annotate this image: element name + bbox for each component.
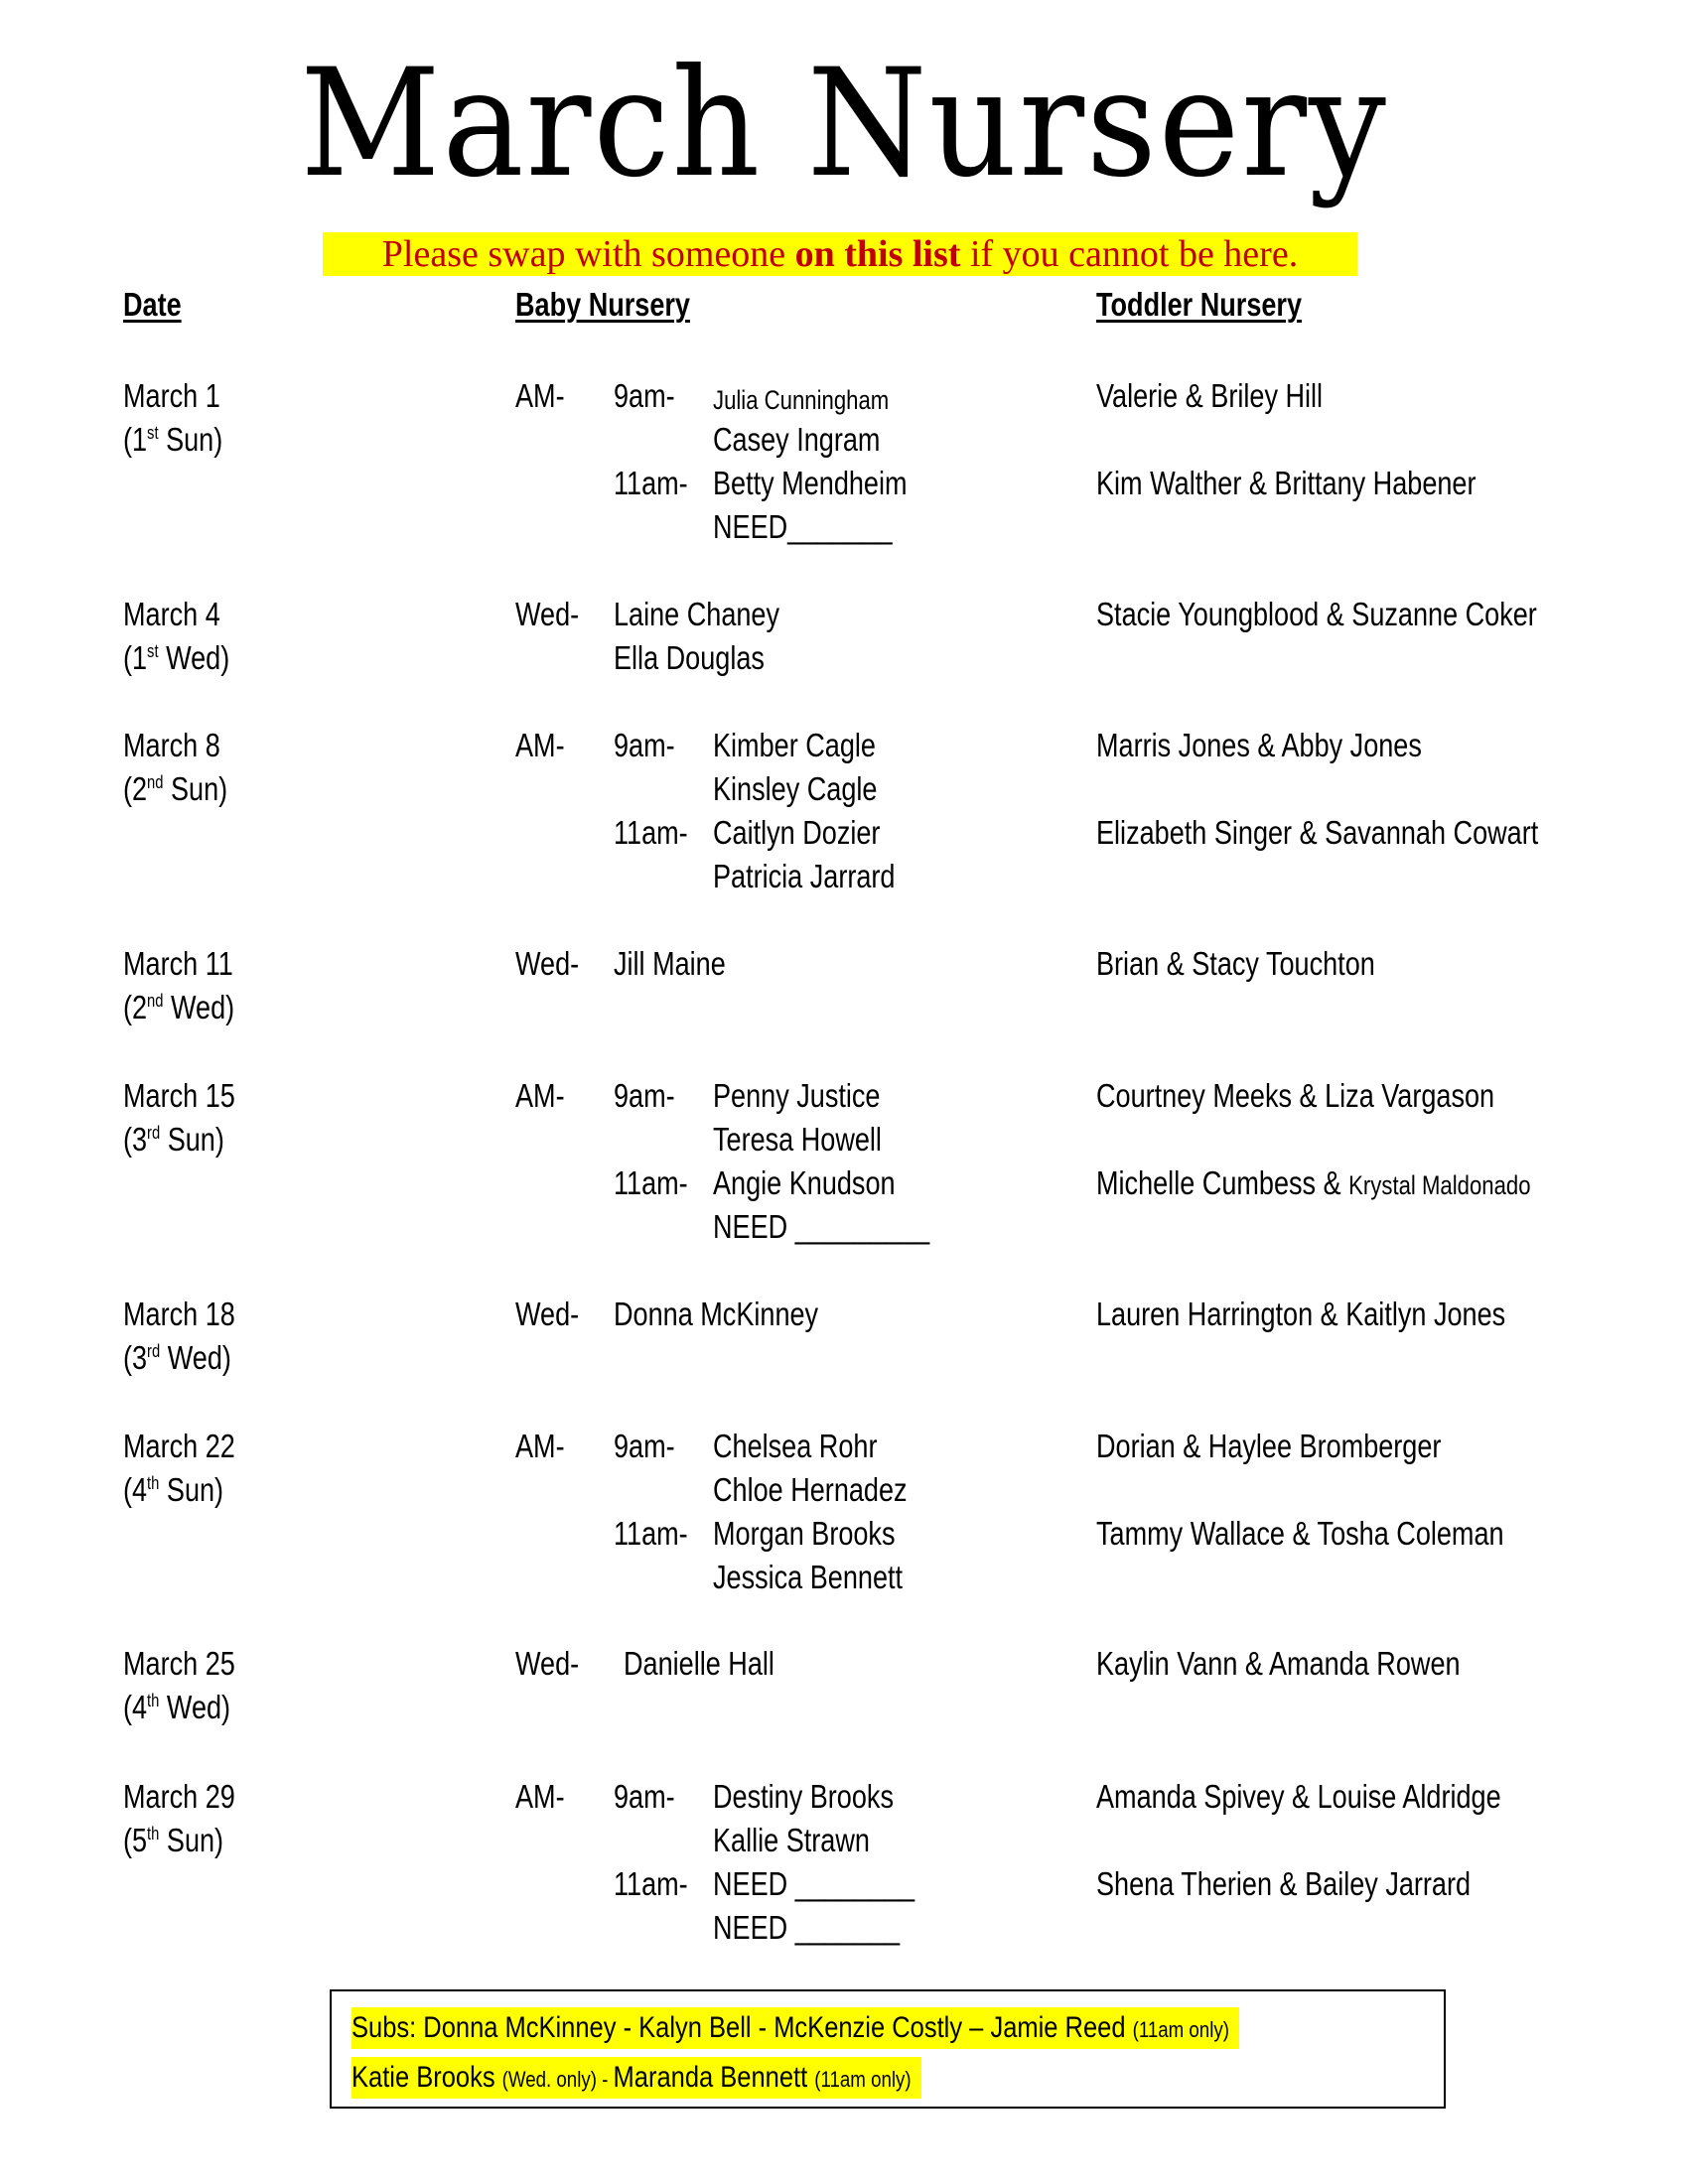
row-week-label: (5th Sun) <box>123 1822 224 1858</box>
row-date: March 11 <box>123 945 233 982</box>
page-title: March Nursery <box>300 38 1388 210</box>
baby-volunteer: Casey Ingram <box>713 421 881 458</box>
baby-volunteer: Chloe Hernadez <box>713 1471 908 1508</box>
row-date: March 25 <box>123 1645 235 1682</box>
toddler-volunteers: Lauren Harrington & Kaitlyn Jones <box>1096 1296 1506 1332</box>
session-label: AM- <box>515 1077 565 1114</box>
baby-volunteer: Chelsea Rohr <box>713 1428 878 1464</box>
baby-volunteer: Patricia Jarrard <box>713 858 896 894</box>
toddler-volunteers: Elizabeth Singer & Savannah Cowart <box>1096 814 1539 851</box>
baby-volunteer-needed: NEED ________ <box>713 1865 915 1902</box>
row-date: March 18 <box>123 1296 235 1332</box>
baby-volunteer: Donna McKinney <box>614 1296 819 1332</box>
baby-volunteer: Kimber Cagle <box>713 727 876 763</box>
baby-volunteer-needed: NEED _________ <box>713 1208 930 1245</box>
session-label: AM- <box>515 377 565 414</box>
column-header-toddler-nursery: Toddler Nursery <box>1096 286 1303 323</box>
swap-notice-emphasis: on this list <box>794 233 961 275</box>
substitute-note: (11am only) <box>1132 2017 1229 2042</box>
toddler-volunteers: Stacie Youngblood & Suzanne Coker <box>1096 596 1537 632</box>
baby-volunteer-needed: NEED_______ <box>713 508 893 545</box>
row-date: March 8 <box>123 727 220 763</box>
column-header-date: Date <box>123 286 182 323</box>
time-slot-9am: 9am- <box>614 1778 675 1815</box>
baby-volunteer: Jill Maine <box>614 945 726 982</box>
time-slot-9am: 9am- <box>614 727 675 763</box>
time-slot-11am: 11am- <box>614 1164 688 1201</box>
substitutes-line-1 <box>352 2007 1239 2049</box>
toddler-volunteers: Valerie & Briley Hill <box>1096 377 1324 414</box>
baby-volunteer: Kinsley Cagle <box>713 770 878 807</box>
baby-volunteer: Teresa Howell <box>713 1121 882 1158</box>
row-date: March 1 <box>123 377 220 414</box>
toddler-volunteers: Michelle Cumbess & Krystal Maldonado <box>1096 1164 1531 1201</box>
column-header-baby-nursery: Baby Nursery <box>515 286 690 323</box>
time-slot-9am: 9am- <box>614 377 675 414</box>
substitute-name: Maranda Bennett <box>613 2061 815 2094</box>
row-date: March 22 <box>123 1428 235 1464</box>
session-label: AM- <box>515 1778 565 1815</box>
baby-volunteer: Destiny Brooks <box>713 1778 894 1815</box>
session-label: AM- <box>515 1428 565 1464</box>
session-label: Wed- <box>515 945 580 982</box>
substitute-name: Katie Brooks <box>352 2061 502 2094</box>
row-week-label: (1st Sun) <box>123 421 223 458</box>
substitutes-line-2 <box>352 2057 921 2099</box>
row-week-label: (4th Sun) <box>123 1471 224 1508</box>
session-label: Wed- <box>515 596 580 632</box>
time-slot-11am: 11am- <box>614 1515 688 1552</box>
baby-volunteer: Danielle Hall <box>624 1645 774 1682</box>
row-week-label: (1st Wed) <box>123 639 230 676</box>
time-slot-9am: 9am- <box>614 1077 675 1114</box>
swap-notice-text-1: Please swap with someone <box>381 233 795 275</box>
row-week-label: (4th Wed) <box>123 1689 231 1725</box>
toddler-volunteers: Kim Walther & Brittany Habener <box>1096 465 1477 501</box>
substitutes-list: Subs: Donna McKinney - Kalyn Bell - McKenzie Costly – Jamie Reed <box>352 2011 1133 2044</box>
baby-volunteer: Kallie Strawn <box>713 1822 870 1858</box>
row-date: March 29 <box>123 1778 235 1815</box>
row-week-label: (2nd Sun) <box>123 770 228 807</box>
baby-volunteer: Ella Douglas <box>614 639 765 676</box>
row-date: March 15 <box>123 1077 235 1114</box>
toddler-volunteers: Courtney Meeks & Liza Vargason <box>1096 1077 1495 1114</box>
toddler-volunteers: Amanda Spivey & Louise Aldridge <box>1096 1778 1501 1815</box>
toddler-volunteers: Marris Jones & Abby Jones <box>1096 727 1422 763</box>
row-week-label: (3rd Wed) <box>123 1339 231 1376</box>
toddler-volunteers: Tammy Wallace & Tosha Coleman <box>1096 1515 1504 1552</box>
session-label: Wed- <box>515 1645 580 1682</box>
time-slot-11am: 11am- <box>614 814 688 851</box>
row-week-label: (2nd Wed) <box>123 989 235 1025</box>
baby-volunteer: Morgan Brooks <box>713 1515 896 1552</box>
substitute-note: (Wed. only) - <box>501 2067 614 2092</box>
baby-volunteer: Caitlyn Dozier <box>713 814 881 851</box>
session-label: Wed- <box>515 1296 580 1332</box>
swap-notice-banner <box>323 232 1357 276</box>
toddler-volunteers: Shena Therien & Bailey Jarrard <box>1096 1865 1472 1902</box>
substitute-note: (11am only) <box>814 2067 912 2092</box>
toddler-volunteers: Dorian & Haylee Bromberger <box>1096 1428 1442 1464</box>
time-slot-11am: 11am- <box>614 1865 688 1902</box>
session-label: AM- <box>515 727 565 763</box>
baby-volunteer: Betty Mendheim <box>713 465 908 501</box>
baby-volunteer: Jessica Bennett <box>713 1559 904 1595</box>
baby-volunteer: Julia Cunningham <box>713 385 890 415</box>
baby-volunteer: Laine Chaney <box>614 596 779 632</box>
toddler-volunteers: Kaylin Vann & Amanda Rowen <box>1096 1645 1461 1682</box>
toddler-volunteers: Brian & Stacy Touchton <box>1096 945 1375 982</box>
time-slot-9am: 9am- <box>614 1428 675 1464</box>
time-slot-11am: 11am- <box>614 465 688 501</box>
row-date: March 4 <box>123 596 220 632</box>
baby-volunteer: Angie Knudson <box>713 1164 896 1201</box>
swap-notice-text-2: if you cannot be here. <box>960 233 1299 275</box>
row-week-label: (3rd Sun) <box>123 1121 224 1158</box>
substitutes-box <box>330 1989 1446 2109</box>
baby-volunteer: Penny Justice <box>713 1077 881 1114</box>
baby-volunteer-needed: NEED _______ <box>713 1909 901 1946</box>
